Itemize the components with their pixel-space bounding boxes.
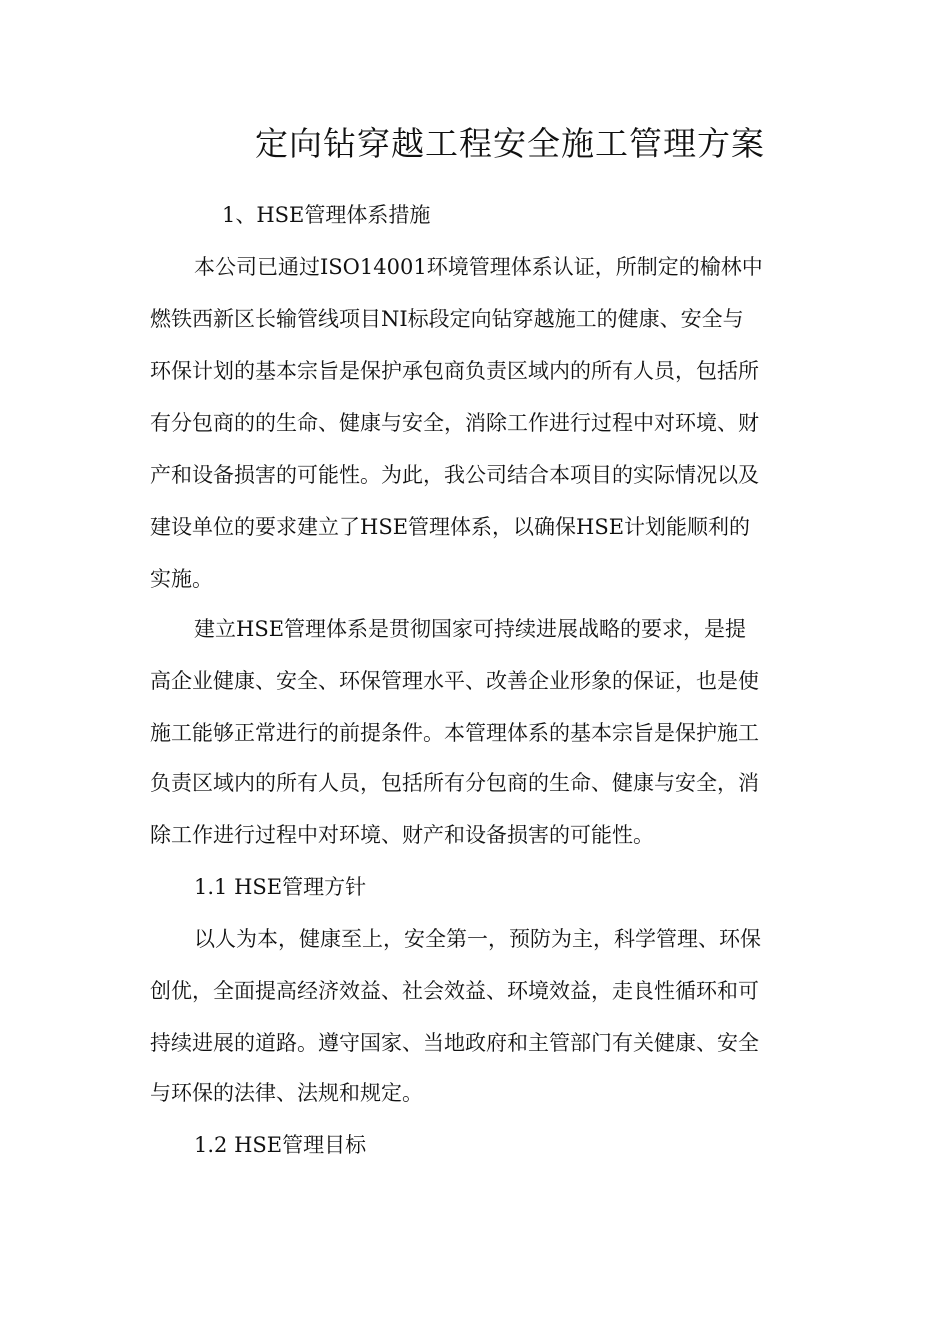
paragraph-line: 有分包商的的生命、健康与安全，消除工作进行过程中对环境、财 <box>150 411 759 435</box>
paragraph-line: 创优，全面提高经济效益、社会效益、环境效益，走良性循环和可 <box>150 979 759 1003</box>
paragraph-line: 负责区域内的所有人员，包括所有分包商的生命、健康与安全，消 <box>150 771 759 795</box>
paragraph-line: 与环保的法律、法规和规定。 <box>150 1081 423 1105</box>
paragraph-line: 以人为本，健康至上，安全第一，预防为主，科学管理、环保 <box>194 927 761 951</box>
section-heading-1-2: 1.2 HSE管理目标 <box>194 1133 367 1157</box>
paragraph-line: 持续进展的道路。遵守国家、当地政府和主管部门有关健康、安全 <box>150 1031 759 1055</box>
paragraph-line: 实施。 <box>150 567 213 591</box>
paragraph-line: 产和设备损害的可能性。为此，我公司结合本项目的实际情况以及 <box>150 463 759 487</box>
document-title: 定向钻穿越工程安全施工管理方案 <box>255 124 765 163</box>
paragraph-line: 除工作进行过程中对环境、财产和设备损害的可能性。 <box>150 823 654 847</box>
paragraph-line: 建设单位的要求建立了HSE管理体系，以确保HSE计划能顺利的 <box>150 515 751 539</box>
paragraph-line: 建立HSE管理体系是贯彻国家可持续进展战略的要求，是提 <box>194 617 747 641</box>
paragraph-line: 高企业健康、安全、环保管理水平、改善企业形象的保证，也是使 <box>150 669 759 693</box>
paragraph-line: 燃铁西新区长输管线项目NI标段定向钻穿越施工的健康、安全与 <box>150 307 744 331</box>
section-heading-1: 1、HSE管理体系措施 <box>222 203 431 227</box>
paragraph-line: 施工能够正常进行的前提条件。本管理体系的基本宗旨是保护施工 <box>150 721 759 745</box>
paragraph-line: 本公司已通过ISO14001环境管理体系认证，所制定的榆林中 <box>194 255 763 279</box>
paragraph-line: 环保计划的基本宗旨是保护承包商负责区域内的所有人员，包括所 <box>150 359 759 383</box>
section-heading-1-1: 1.1 HSE管理方针 <box>194 875 367 899</box>
